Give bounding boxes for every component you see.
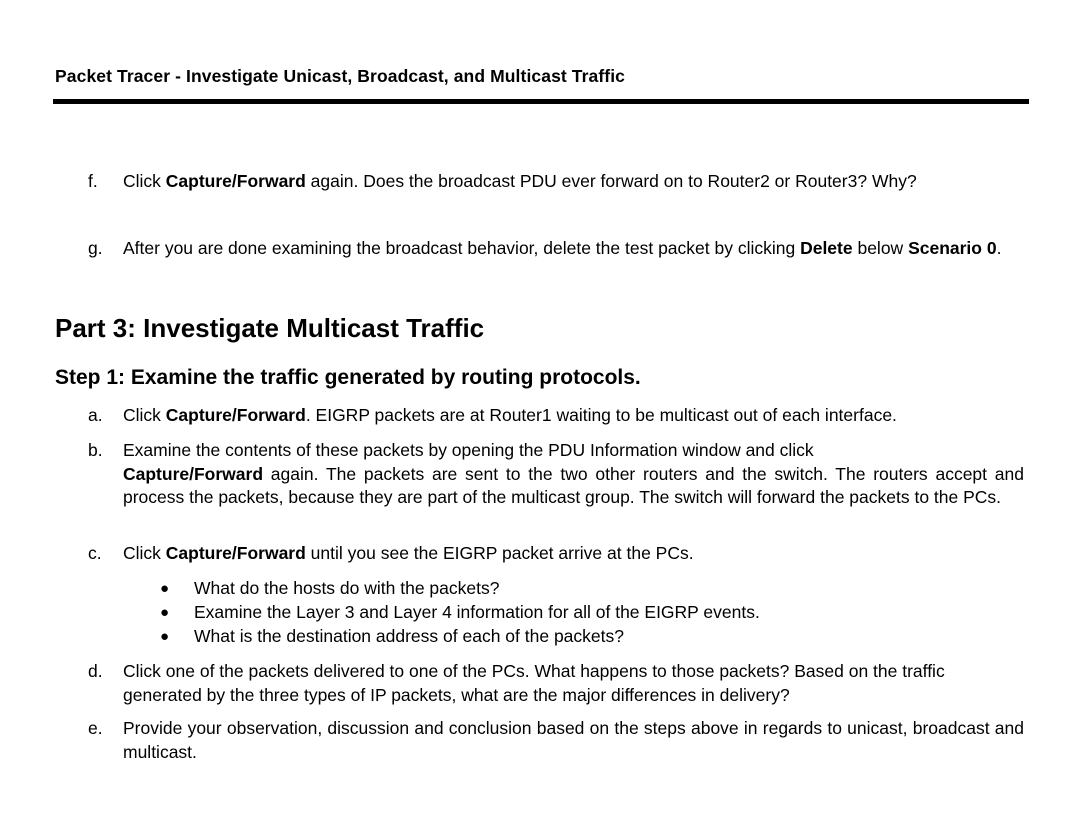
bullet-icon: ●	[160, 628, 170, 645]
bold-term: Capture/Forward	[165, 171, 306, 191]
bullet-icon: ●	[160, 604, 170, 621]
list-item-text: Click Capture/Forward until you see the EIGRP packet arrive at the PCs.	[123, 543, 694, 563]
bold-term: Scenario 0	[908, 238, 997, 258]
list-item-text: Examine the contents of these packets by opening the PDU Information window and click Capture/Forward again. The packets are sent to the two other routers and the switch. The routers accept and process the packets, because they are part of the multicast group. The switch will forward the packets to the PCs.	[123, 440, 1024, 507]
list-item-text: Click one of the packets delivered to one of the PCs. What happens to those packets? Based on the traffic generated by the three types of IP packets, what are the major differences in delivery?	[123, 661, 945, 705]
list-marker: b.	[88, 440, 103, 460]
list-item-text: After you are done examining the broadcast behavior, delete the test packet by clicking Delete below Scenario 0.	[123, 238, 1002, 258]
bullet-icon: ●	[160, 580, 170, 597]
list-marker: g.	[88, 238, 103, 258]
bold-term: Delete	[800, 238, 853, 258]
bold-term: Capture/Forward	[123, 463, 264, 484]
list-marker: a.	[88, 405, 103, 425]
bold-term: Capture/Forward	[165, 405, 306, 425]
list-marker: d.	[88, 661, 103, 681]
list-item-text: Click Capture/Forward. EIGRP packets are at Router1 waiting to be multicast out of each interface.	[123, 405, 897, 425]
step-heading: Step 1: Examine the traffic generated by routing protocols.	[55, 366, 641, 389]
part-heading: Part 3: Investigate Multicast Traffic	[55, 313, 485, 343]
list-item-text: Provide your observation, discussion and conclusion based on the steps above in regards to unicast, broadcast and multicast.	[123, 718, 1024, 762]
list-marker: c.	[88, 543, 102, 563]
list-marker: f.	[88, 171, 98, 191]
header-divider	[53, 99, 1029, 104]
bold-term: Capture/Forward	[165, 543, 306, 563]
list-item-text: Click Capture/Forward again. Does the broadcast PDU ever forward on to Router2 or Router3? Why?	[123, 171, 917, 191]
page-header-title: Packet Tracer - Investigate Unicast, Broadcast, and Multicast Traffic	[55, 66, 626, 86]
list-marker: e.	[88, 718, 103, 738]
